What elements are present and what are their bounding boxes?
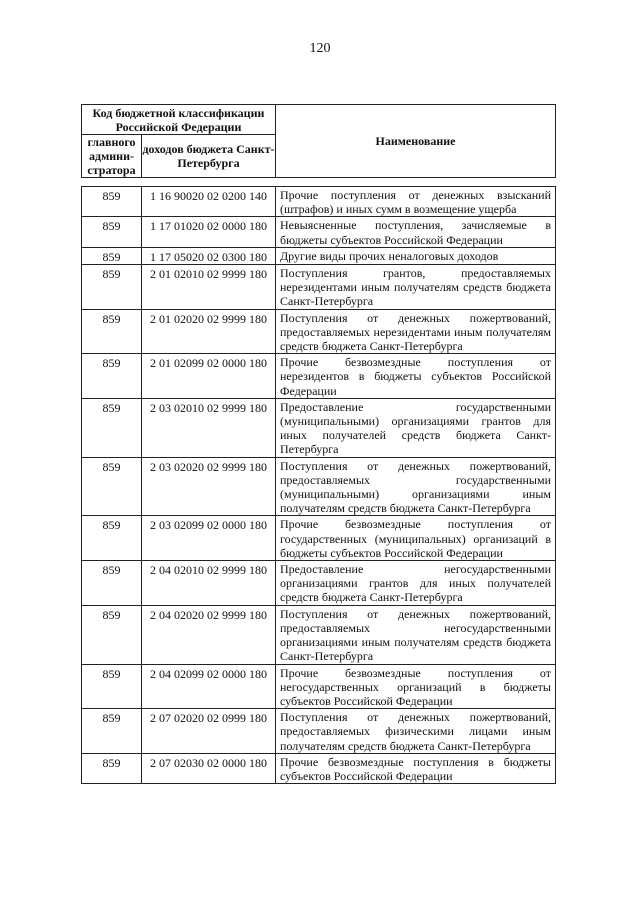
page-number: 120 [309, 41, 331, 56]
code-cell: 2 04 02099 02 0000 180 [142, 664, 276, 709]
name-cell: Прочие безвозмездные поступления в бюджеты субъектов Российской Федерации [276, 753, 556, 783]
code-cell: 1 17 05020 02 0300 180 [142, 247, 276, 264]
code-cell: 2 03 02099 02 0000 180 [142, 516, 276, 561]
code-cell: 2 04 02020 02 9999 180 [142, 605, 276, 664]
table-header [81, 104, 556, 178]
table-row [82, 354, 556, 399]
table-row [82, 664, 556, 709]
name-cell: Поступления от денежных пожертвований, предоставляемых государственными (муниципальными) организациями иным получателям средств бюджета Санкт-Петербурга [276, 457, 556, 516]
admin-cell: 859 [82, 247, 142, 264]
name-cell: Прочие безвозмездные поступления от негосударственных организаций в бюджеты субъектов Российской Федерации [276, 664, 556, 709]
code-cell: 2 04 02010 02 9999 180 [142, 561, 276, 606]
name-cell: Прочие поступления от денежных взысканий (штрафов) и иных сумм в возмещение ущерба [276, 187, 556, 217]
name-cell: Предоставление государственными (муниципальными) организациями грантов для иных получателей средств бюджета Санкт-Петербурга [276, 398, 556, 457]
admin-cell: 859 [82, 516, 142, 561]
table-row [82, 217, 556, 247]
table-row [82, 753, 556, 783]
name-cell: Невыясненные поступления, зачисляемые в бюджеты субъектов Российской Федерации [276, 217, 556, 247]
admin-cell: 859 [82, 354, 142, 399]
table-row [82, 247, 556, 264]
admin-cell: 859 [82, 309, 142, 354]
name-cell: Поступления от денежных пожертвований, предоставляемых нерезидентами иным получателям средств бюджета Санкт-Петербурга [276, 309, 556, 354]
code-cell: 2 01 02020 02 9999 180 [142, 309, 276, 354]
code-cell: 2 07 02030 02 0000 180 [142, 753, 276, 783]
code-cell: 1 16 90020 02 0200 140 [142, 187, 276, 217]
table-row [82, 265, 556, 310]
table-row [82, 605, 556, 664]
name-cell: Другие виды прочих неналоговых доходов [276, 247, 556, 264]
admin-cell: 859 [82, 709, 142, 754]
admin-cell: 859 [82, 664, 142, 709]
name-cell: Поступления от денежных пожертвований, предоставляемых физическими лицами иным получателям средств бюджета Санкт-Петербурга [276, 709, 556, 754]
code-cell: 2 07 02020 02 0999 180 [142, 709, 276, 754]
code-cell: 1 17 01020 02 0000 180 [142, 217, 276, 247]
admin-cell: 859 [82, 265, 142, 310]
code-cell: 2 03 02010 02 9999 180 [142, 398, 276, 457]
header-admin: главного админи-стратора [82, 135, 142, 178]
code-cell: 2 01 02010 02 9999 180 [142, 265, 276, 310]
table-row [82, 309, 556, 354]
name-cell: Прочие безвозмездные поступления от государственных (муниципальных) организаций в бюджеты субъектов Российской Федерации [276, 516, 556, 561]
name-cell: Прочие безвозмездные поступления от нерезидентов в бюджеты субъектов Российской Федерации [276, 354, 556, 399]
table-body [82, 187, 556, 784]
table-row [82, 457, 556, 516]
admin-cell: 859 [82, 753, 142, 783]
table-row [82, 709, 556, 754]
table-row [82, 516, 556, 561]
header-income: доходов бюджета Санкт-Петербурга [142, 135, 276, 178]
admin-cell: 859 [82, 217, 142, 247]
admin-cell: 859 [82, 398, 142, 457]
admin-cell: 859 [82, 605, 142, 664]
header-name: Наименование [276, 105, 556, 178]
name-cell: Поступления грантов, предоставляемых нерезидентами иным получателям средств бюджета Санкт-Петербурга [276, 265, 556, 310]
code-cell: 2 01 02099 02 0000 180 [142, 354, 276, 399]
header-group-title: Код бюджетной классификации Российской Федерации [82, 105, 276, 135]
classification-table [81, 186, 556, 784]
table-row [82, 398, 556, 457]
name-cell: Поступления от денежных пожертвований, предоставляемых негосударственными организациями иным получателям средств бюджета Санкт-Петербурга [276, 605, 556, 664]
name-cell: Предоставление негосударственными организациями грантов для иных получателей средств бюджета Санкт-Петербурга [276, 561, 556, 606]
table-row [82, 561, 556, 606]
admin-cell: 859 [82, 561, 142, 606]
admin-cell: 859 [82, 187, 142, 217]
admin-cell: 859 [82, 457, 142, 516]
table-row [82, 187, 556, 217]
code-cell: 2 03 02020 02 9999 180 [142, 457, 276, 516]
